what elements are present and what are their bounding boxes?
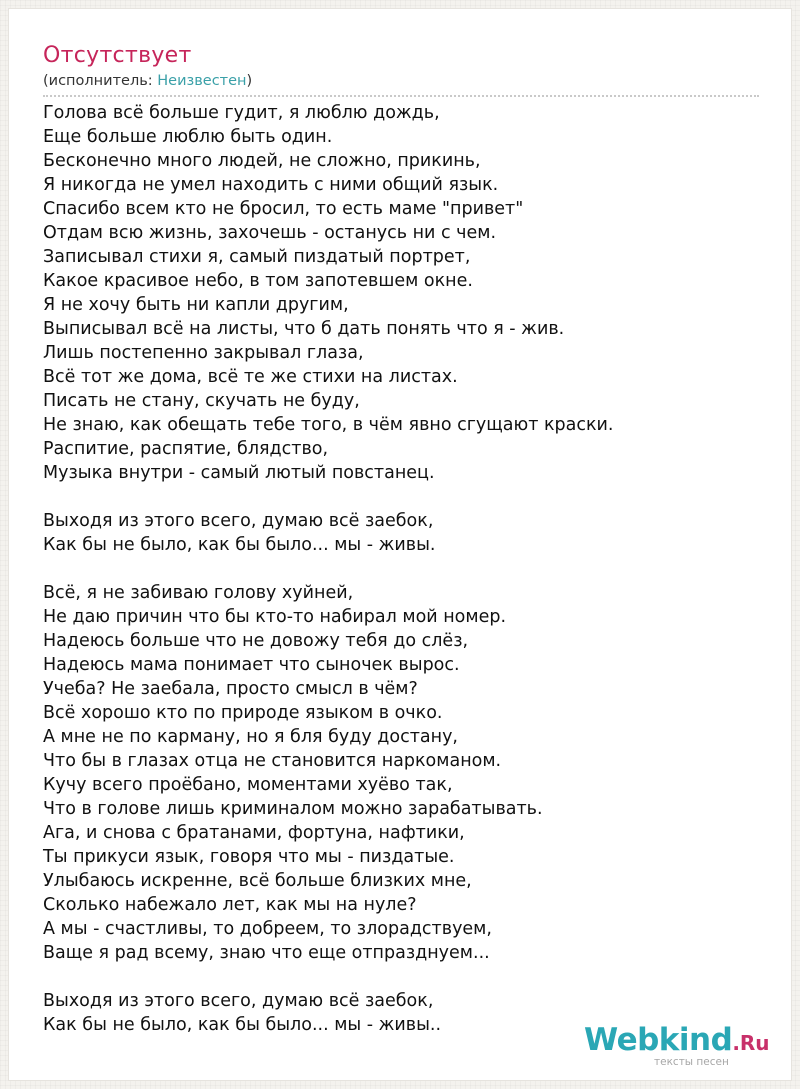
title-divider xyxy=(43,95,759,97)
lyric-line: Что в голове лишь криминалом можно зарабатывать. xyxy=(43,799,543,819)
lyric-line: Отдам всю жизнь, захочешь - останусь ни с чем. xyxy=(43,223,497,243)
lyric-line: Голова всё больше гудит, я люблю дождь, xyxy=(43,103,440,123)
lyric-line: Как бы не было, как бы было... мы - живы.. xyxy=(43,1015,442,1035)
lyric-line: Всё тот же дома, всё те же стихи на листах. xyxy=(43,367,458,387)
lyric-line: Ага, и снова с братанами, фортуна, нафтики, xyxy=(43,823,465,843)
lyric-line: Ваще я рад всему, знаю что еще отпразднуем... xyxy=(43,943,490,963)
logo-subtitle: тексты песен xyxy=(654,1056,729,1068)
lyric-line: Ты прикуси язык, говоря что мы - пиздатые. xyxy=(43,847,455,867)
lyric-line: Не знаю, как обещать тебе того, в чём явно сгущают краски. xyxy=(43,415,614,435)
lyric-line: Писать не стану, скучать не буду, xyxy=(43,391,360,411)
lyric-line: Музыка внутри - самый лютый повстанец. xyxy=(43,463,435,483)
lyric-line: Всё хорошо кто по природе языком в очко. xyxy=(43,703,443,723)
lyric-line: Распитие, распятие, блядство, xyxy=(43,439,329,459)
lyric-line: Выписывал всё на листы, что б дать понять что я - жив. xyxy=(43,319,565,339)
lyric-line: Сколько набежало лет, как мы на нуле? xyxy=(43,895,417,915)
site-logo[interactable] xyxy=(584,1022,784,1074)
artist-line xyxy=(43,72,252,90)
lyric-line: Записывал стихи я, самый пиздатый портрет, xyxy=(43,247,471,267)
lyrics-card xyxy=(8,8,792,1081)
song-title: Отсутствует xyxy=(43,43,192,68)
lyric-line: Что бы в глазах отца не становится наркоманом. xyxy=(43,751,502,771)
lyric-line: Еще больше люблю быть один. xyxy=(43,127,333,147)
lyric-line: А мне не по карману, но я бля буду достану, xyxy=(43,727,458,747)
lyric-line: Я никогда не умел находить с ними общий язык. xyxy=(43,175,499,195)
stanza-break xyxy=(43,557,773,581)
logo-main-text: Webkind xyxy=(584,1022,733,1058)
lyric-line: Надеюсь больше что не довожу тебя до слёз, xyxy=(43,631,469,651)
lyric-line: Выходя из этого всего, думаю всё заебок, xyxy=(43,991,434,1011)
lyric-line: Выходя из этого всего, думаю всё заебок, xyxy=(43,511,434,531)
lyric-line: Я не хочу быть ни капли другим, xyxy=(43,295,349,315)
lyric-line: Как бы не было, как бы было... мы - живы. xyxy=(43,535,436,555)
stanza-break xyxy=(43,965,773,989)
lyric-line: Бесконечно много людей, не сложно, прикинь, xyxy=(43,151,481,171)
lyric-line: Не даю причин что бы кто-то набирал мой номер. xyxy=(43,607,507,627)
lyric-line: Спасибо всем кто не бросил, то есть маме "привет" xyxy=(43,199,524,219)
lyric-line: Надеюсь мама понимает что сыночек вырос. xyxy=(43,655,460,675)
artist-prefix: (исполнитель: xyxy=(43,73,158,89)
artist-suffix: ) xyxy=(246,73,253,89)
lyric-line: Лишь постепенно закрывал глаза, xyxy=(43,343,364,363)
artist-link[interactable]: Неизвестен xyxy=(157,73,247,89)
lyric-line: Какое красивое небо, в том запотевшем окне. xyxy=(43,271,473,291)
stanza-break xyxy=(43,485,773,509)
lyric-line: Улыбаюсь искренне, всё больше близких мне, xyxy=(43,871,472,891)
logo-tld: .Ru xyxy=(732,1031,770,1055)
lyrics-list xyxy=(43,101,773,1037)
lyric-line: А мы - счастливы, то добреем, то злорадствуем, xyxy=(43,919,492,939)
lyric-line: Учеба? Не заебала, просто смысл в чём? xyxy=(43,679,418,699)
lyric-line: Кучу всего проёбано, моментами хуёво так, xyxy=(43,775,453,795)
lyric-line: Всё, я не забиваю голову хуйней, xyxy=(43,583,354,603)
